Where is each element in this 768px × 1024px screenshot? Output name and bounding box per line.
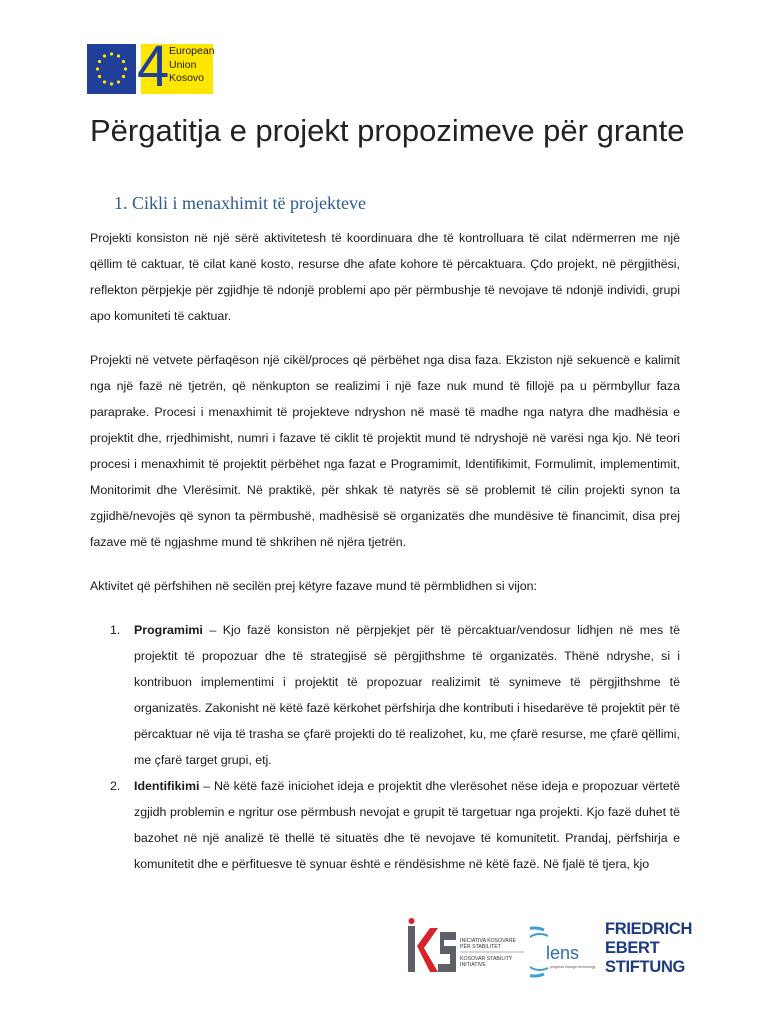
list-number: 2. — [110, 779, 121, 793]
list-text: – Në këtë fazë iniciohet ideja e projektit dhe vlerësohet nëse ideja e propozuar vërtetë zgjidh problemin e ngritur ose përmbush nevojat e grupit të targetuar nga projekti. Kjo fazë duhet të bazohet në një analizë të thellë të situatës dhe të nevojave të komunitetit. Prandaj, përfshirja e komunitetit dhe e përfituesve të synuar është e rëndësishme në këtë fazë. Në fjalë të tjera, kjo — [134, 779, 680, 871]
page-title: Përgatitja e projekt propozimeve për grante — [90, 113, 685, 148]
logo-text — [169, 45, 215, 86]
fes-line1: FRIEDRICH — [605, 920, 693, 938]
list-text: – Kjo fazë konsiston në përpjekjet për të përcaktuar/vendosur lidhjen në mes të projektit të propozuar dhe të strategjisë së përgjithshme të organizatës. Thënë ndryshe, si i kontribuon implementimi i projektit të propozuar realizimit të synimeve të përgjithshme të organizatës. Zakonisht në këtë fazë kërkohet përfshirja dhe kontributi i hisedarëve të projektit për të përcaktuar në vija të trasha se çfarë projekti do të realizohet, ku, me çfarë resurse, me çfarë qëllimi, me çfarë target grupi, etj. — [134, 623, 680, 767]
iks-text-line2: PËR STABILITET — [460, 944, 501, 950]
logo-digit: 4 — [137, 34, 170, 99]
list-term: Identifikimi — [134, 779, 200, 793]
footer-logos — [400, 912, 700, 982]
list-item — [90, 773, 680, 877]
document-body — [90, 225, 680, 877]
logo-text-line3: Kosovo — [169, 72, 205, 84]
paragraph: Projekti në vetvete përfaqëson një cikël/proces që përbëhet nga disa faza. Ekziston një sekuencë e kalimit nga një fazë në tjetrën, që nënkupton se realizimi i një faze nuk mund të fillojë pa u përmbyllur faza paraprake. Procesi i menaxhimit të projekteve ndryshon në masë të madhe nga natyra dhe madhësia e projektit dhe, rrjedhimisht, numri i fazave të ciklit të projektit mund të ndryshojë në varësi nga kjo. Në teori procesi i menaxhimit të projektit përbëhet nga fazat e Programimit, Identifikimit, Formulimit, implementimit, Monitorimit dhe Vlerësimit. Në praktikë, për shkak të natyrës së së problemit të cilin projekti synon ta zgjidhë/nevojës që synon ta përmbushë, madhësisë së organizatës dhe mundësive të financimit, disa prej fazave më të ngjashme mund të shkrihen në njëra tjetrën. — [90, 353, 680, 549]
phase-list — [90, 617, 680, 877]
list-term: Programimi — [134, 623, 203, 637]
logo-text-line1: European — [169, 45, 215, 57]
fes-line3: STIFTUNG — [605, 958, 686, 976]
list-number: 1. — [110, 623, 121, 637]
fes-line2: EBERT — [605, 939, 660, 957]
lens-name: lens — [546, 943, 580, 963]
iks-text-line3: KOSOVAR STABILITY — [460, 956, 513, 962]
paragraph: Aktivitet që përfshihen në secilën prej këtyre fazave mund të përmblidhen si vijon: — [90, 579, 537, 593]
iks-text-line4: INITIATIVE — [460, 962, 486, 968]
iks-logo — [406, 918, 526, 980]
paragraph: Projekti konsiston në një sërë aktivitetesh të koordinuara dhe të kontrolluara të cilat ndërmerren me një qëllim të caktuar, të cilat kanë kosto, resurse dhe afate kohore të përcaktuara. Çdo projekt, në përgjithësi, reflekton përpjekje për zgjidhje të ndonjë problemi apo për përmbushje të nevojave të ndonjë individi, grupi apo komuniteti të caktuar. — [90, 231, 680, 323]
lens-tagline: progress through technology — [550, 965, 596, 969]
eu-flag-icon — [87, 44, 136, 94]
logo-text-line2: Union — [169, 58, 197, 71]
lens-logo — [530, 922, 600, 982]
fes-logo — [605, 920, 693, 984]
list-item — [90, 617, 680, 773]
eu-kosovo-logo — [87, 34, 215, 99]
section-heading: 1. Cikli i menaxhimit të projekteve — [114, 193, 366, 213]
iks-text-line1: INICIATIVA KOSOVARE — [460, 938, 516, 944]
